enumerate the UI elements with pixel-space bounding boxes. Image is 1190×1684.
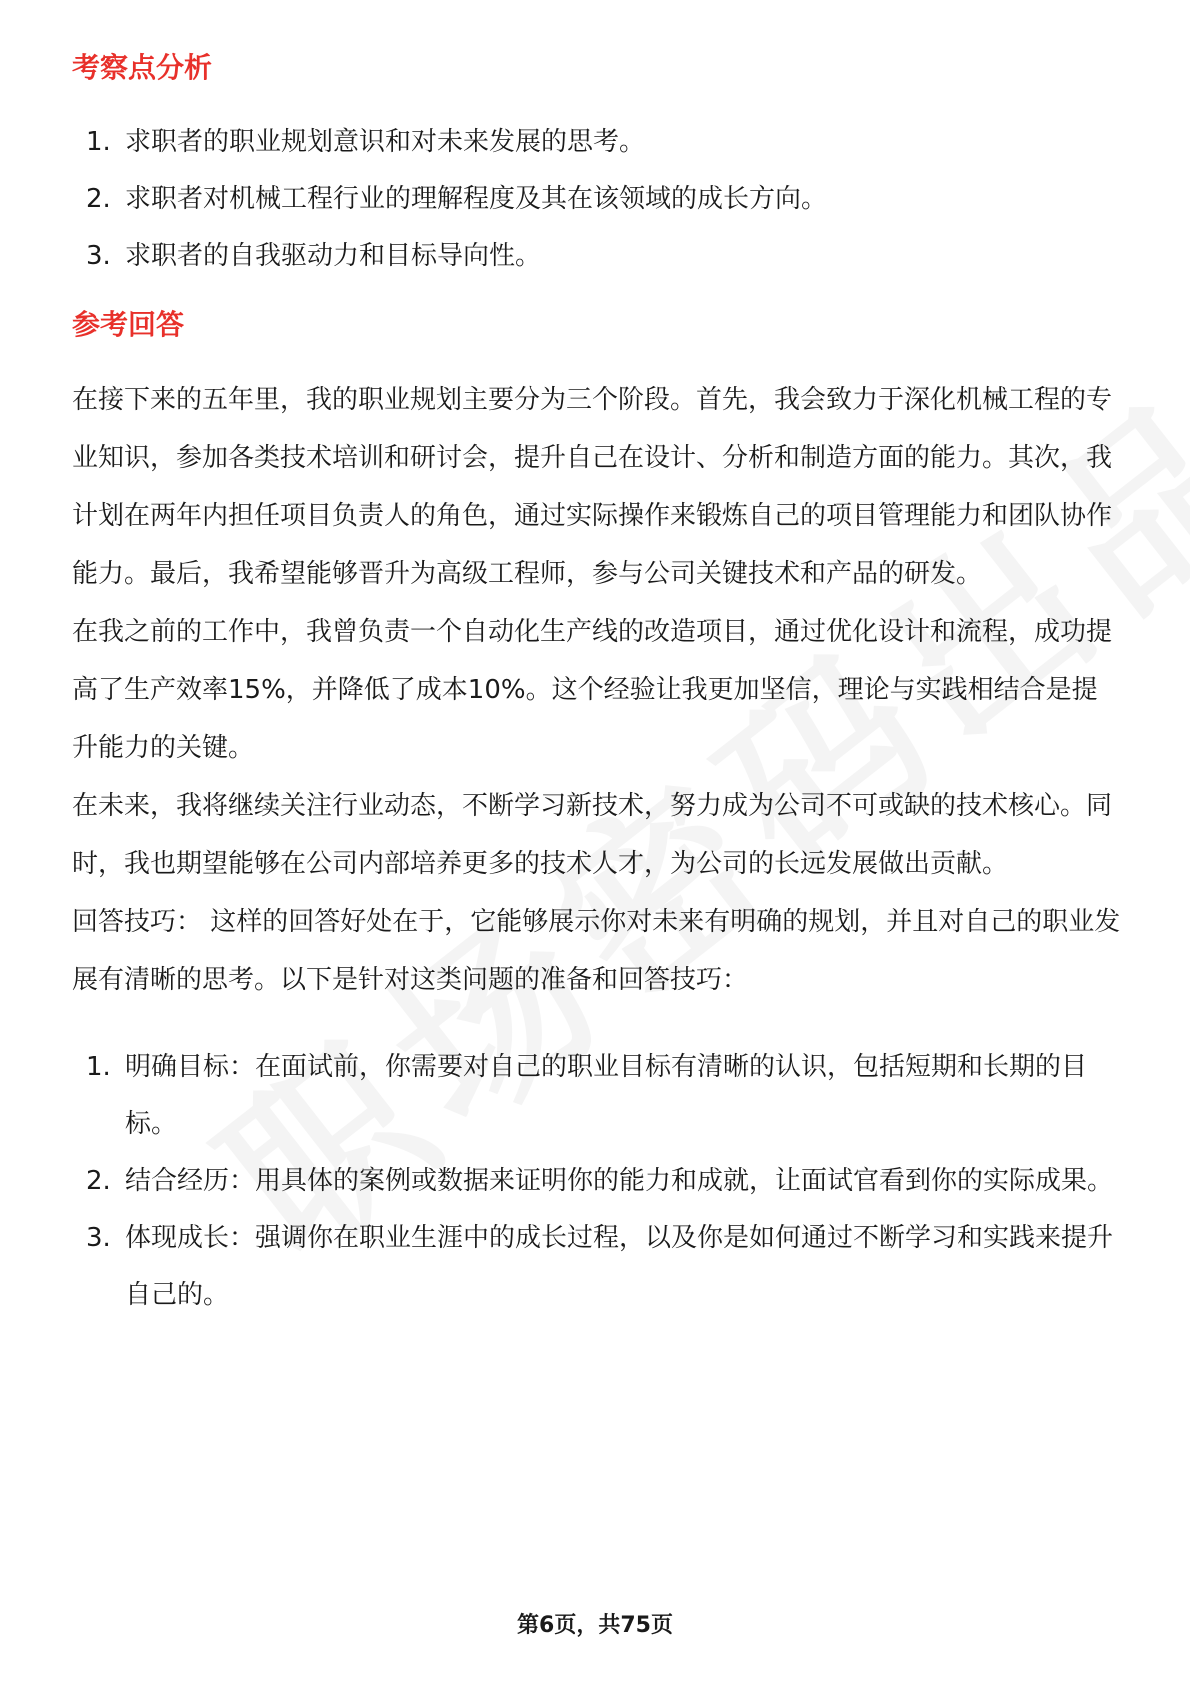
tips-list <box>72 1039 1122 1324</box>
list-number: 2. <box>86 184 111 214</box>
section-heading-analysis: 考察点分析 <box>72 51 213 84</box>
list-item <box>72 114 1122 171</box>
list-number: 1. <box>86 1052 111 1082</box>
list-text: 明确目标：在面试前，你需要对自己的职业目标有清晰的认识，包括短期和长期的目标。 <box>125 1052 1088 1139</box>
list-item <box>72 1039 1122 1153</box>
answer-tips-intro: 回答技巧： 这样的回答好处在于，它能够展示你对未来有明确的规划，并且对自己的职业发展有清晰的思考。以下是针对这类问题的准备和回答技巧： <box>72 907 1121 995</box>
list-item <box>72 228 1122 285</box>
list-number: 1. <box>86 127 111 157</box>
answer-paragraph-3: 在未来，我将继续关注行业动态，不断学习新技术，努力成为公司不可或缺的技术核心。同时，我也期望能够在公司内部培养更多的技术人才，为公司的长远发展做出贡献。 <box>72 791 1113 879</box>
list-text: 体现成长：强调你在职业生涯中的成长过程，以及你是如何通过不断学习和实践来提升自己的。 <box>125 1223 1114 1310</box>
list-number: 3. <box>86 1223 111 1253</box>
tips-list-wrapper <box>72 1039 1122 1324</box>
list-item <box>72 171 1122 228</box>
list-item <box>72 1210 1122 1324</box>
list-item <box>72 1153 1122 1210</box>
list-number: 3. <box>86 241 111 271</box>
page-number-footer: 第6页，共75页 <box>517 1613 673 1638</box>
list-text: 求职者对机械工程行业的理解程度及其在该领域的成长方向。 <box>125 184 828 214</box>
list-text: 求职者的职业规划意识和对未来发展的思考。 <box>125 127 646 157</box>
answer-paragraph-1: 在接下来的五年里，我的职业规划主要分为三个阶段。首先，我会致力于深化机械工程的专业知识，参加各类技术培训和研讨会，提升自己在设计、分析和制造方面的能力。其次，我计划在两年内担任项目负责人的角色，通过实际操作来锻炼自己的项目管理能力和团队协作能力。最后，我希望能够晋升为高级工程师，参与公司关键技术和产品的研发。 <box>72 385 1113 589</box>
analysis-list <box>72 114 1122 285</box>
answer-paragraph-2: 在我之前的工作中，我曾负责一个自动化生产线的改造项目，通过优化设计和流程，成功提高了生产效率15%，并降低了成本10%。这个经验让我更加坚信，理论与实践相结合是提升能力的关键。 <box>72 617 1113 763</box>
list-text: 求职者的自我驱动力和目标导向性。 <box>125 241 542 271</box>
list-number: 2. <box>86 1166 111 1196</box>
list-text: 结合经历：用具体的案例或数据来证明你的能力和成就，让面试官看到你的实际成果。 <box>125 1166 1114 1196</box>
section-heading-answer: 参考回答 <box>72 308 185 341</box>
content <box>72 48 1122 1324</box>
